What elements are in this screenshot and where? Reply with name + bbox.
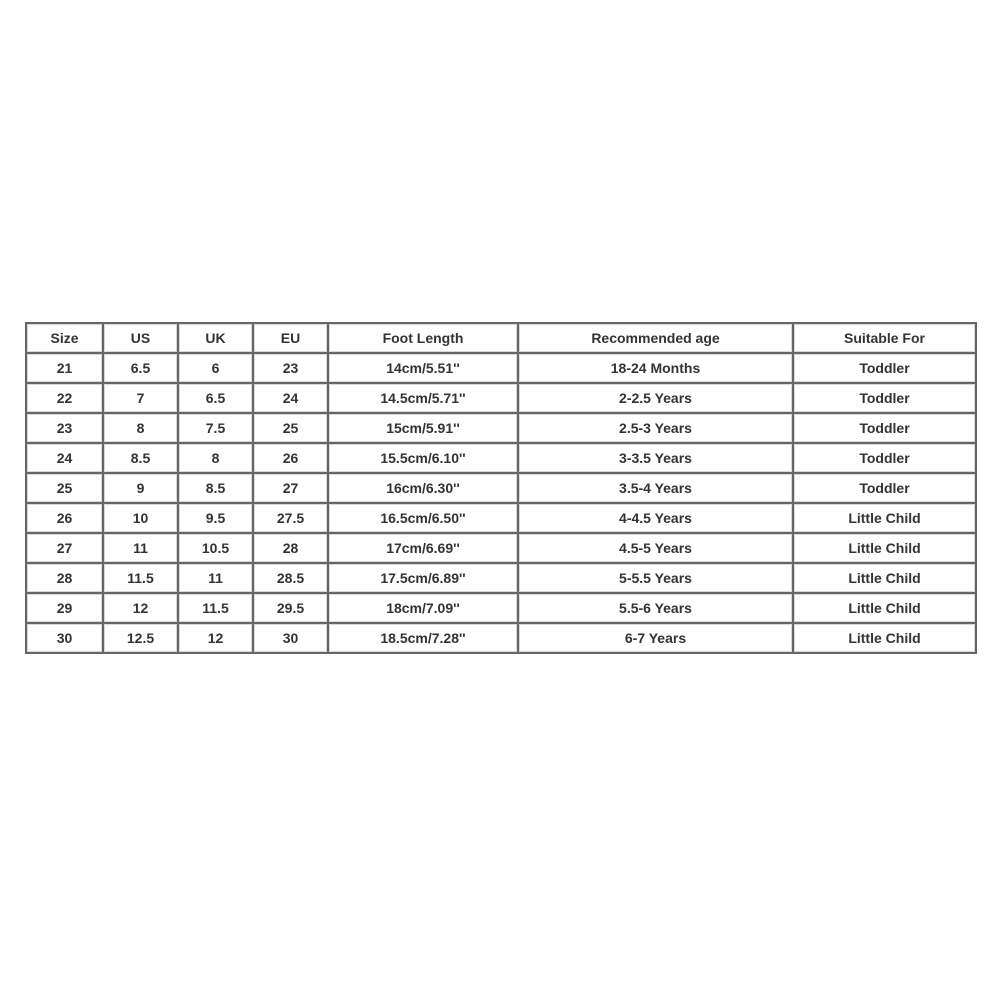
cell-size: 23 xyxy=(26,413,103,443)
cell-eu: 28.5 xyxy=(253,563,328,593)
cell-foot-length: 15cm/5.91'' xyxy=(328,413,518,443)
cell-suitable-for: Toddler xyxy=(793,473,976,503)
cell-us: 11.5 xyxy=(103,563,178,593)
cell-size: 28 xyxy=(26,563,103,593)
table-row xyxy=(26,623,976,653)
cell-eu: 27.5 xyxy=(253,503,328,533)
table-row xyxy=(26,503,976,533)
cell-uk: 8 xyxy=(178,443,253,473)
cell-recommended-age: 18-24 Months xyxy=(518,353,793,383)
size-chart-table xyxy=(25,322,977,654)
cell-recommended-age: 5.5-6 Years xyxy=(518,593,793,623)
cell-recommended-age: 5-5.5 Years xyxy=(518,563,793,593)
header-eu: EU xyxy=(253,323,328,353)
cell-foot-length: 17cm/6.69'' xyxy=(328,533,518,563)
cell-us: 8 xyxy=(103,413,178,443)
cell-size: 24 xyxy=(26,443,103,473)
cell-foot-length: 15.5cm/6.10'' xyxy=(328,443,518,473)
cell-suitable-for: Toddler xyxy=(793,443,976,473)
cell-suitable-for: Little Child xyxy=(793,623,976,653)
cell-us: 9 xyxy=(103,473,178,503)
cell-foot-length: 14.5cm/5.71'' xyxy=(328,383,518,413)
cell-eu: 29.5 xyxy=(253,593,328,623)
header-recommended-age: Recommended age xyxy=(518,323,793,353)
cell-recommended-age: 2-2.5 Years xyxy=(518,383,793,413)
cell-suitable-for: Toddler xyxy=(793,353,976,383)
cell-us: 6.5 xyxy=(103,353,178,383)
header-size: Size xyxy=(26,323,103,353)
cell-suitable-for: Little Child xyxy=(793,503,976,533)
table-row xyxy=(26,383,976,413)
header-uk: UK xyxy=(178,323,253,353)
cell-us: 10 xyxy=(103,503,178,533)
cell-uk: 10.5 xyxy=(178,533,253,563)
cell-us: 11 xyxy=(103,533,178,563)
cell-us: 12 xyxy=(103,593,178,623)
cell-uk: 6.5 xyxy=(178,383,253,413)
table-row xyxy=(26,593,976,623)
cell-suitable-for: Little Child xyxy=(793,593,976,623)
cell-size: 21 xyxy=(26,353,103,383)
header-foot-length: Foot Length xyxy=(328,323,518,353)
cell-size: 22 xyxy=(26,383,103,413)
cell-uk: 6 xyxy=(178,353,253,383)
cell-uk: 7.5 xyxy=(178,413,253,443)
cell-uk: 12 xyxy=(178,623,253,653)
cell-eu: 24 xyxy=(253,383,328,413)
cell-size: 30 xyxy=(26,623,103,653)
cell-uk: 11 xyxy=(178,563,253,593)
cell-foot-length: 17.5cm/6.89'' xyxy=(328,563,518,593)
cell-eu: 25 xyxy=(253,413,328,443)
cell-recommended-age: 4-4.5 Years xyxy=(518,503,793,533)
cell-suitable-for: Little Child xyxy=(793,563,976,593)
cell-eu: 27 xyxy=(253,473,328,503)
table-row xyxy=(26,443,976,473)
cell-foot-length: 18cm/7.09'' xyxy=(328,593,518,623)
table-row xyxy=(26,353,976,383)
cell-recommended-age: 3-3.5 Years xyxy=(518,443,793,473)
cell-us: 12.5 xyxy=(103,623,178,653)
cell-uk: 8.5 xyxy=(178,473,253,503)
cell-size: 29 xyxy=(26,593,103,623)
header-us: US xyxy=(103,323,178,353)
table-row xyxy=(26,473,976,503)
cell-eu: 23 xyxy=(253,353,328,383)
cell-foot-length: 18.5cm/7.28'' xyxy=(328,623,518,653)
cell-suitable-for: Toddler xyxy=(793,413,976,443)
cell-eu: 30 xyxy=(253,623,328,653)
header-suitable-for: Suitable For xyxy=(793,323,976,353)
cell-foot-length: 14cm/5.51'' xyxy=(328,353,518,383)
cell-size: 27 xyxy=(26,533,103,563)
cell-uk: 9.5 xyxy=(178,503,253,533)
cell-foot-length: 16cm/6.30'' xyxy=(328,473,518,503)
table-row xyxy=(26,533,976,563)
cell-size: 25 xyxy=(26,473,103,503)
cell-recommended-age: 6-7 Years xyxy=(518,623,793,653)
cell-recommended-age: 2.5-3 Years xyxy=(518,413,793,443)
cell-recommended-age: 4.5-5 Years xyxy=(518,533,793,563)
cell-recommended-age: 3.5-4 Years xyxy=(518,473,793,503)
cell-suitable-for: Little Child xyxy=(793,533,976,563)
cell-eu: 26 xyxy=(253,443,328,473)
header-row xyxy=(26,323,976,353)
table-row xyxy=(26,413,976,443)
cell-size: 26 xyxy=(26,503,103,533)
cell-eu: 28 xyxy=(253,533,328,563)
cell-us: 8.5 xyxy=(103,443,178,473)
table-row xyxy=(26,563,976,593)
cell-suitable-for: Toddler xyxy=(793,383,976,413)
cell-foot-length: 16.5cm/6.50'' xyxy=(328,503,518,533)
cell-uk: 11.5 xyxy=(178,593,253,623)
cell-us: 7 xyxy=(103,383,178,413)
